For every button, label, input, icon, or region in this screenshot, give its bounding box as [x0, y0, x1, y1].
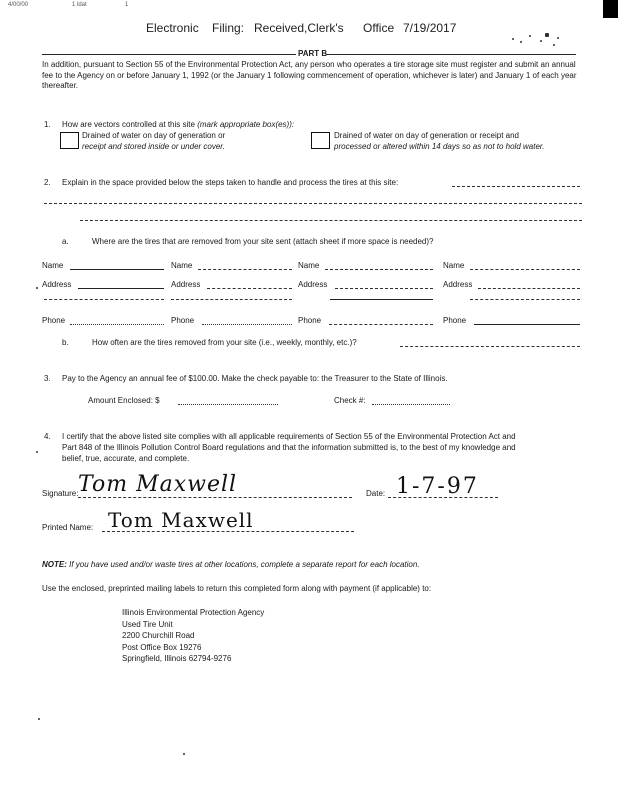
q2a-label: a. — [62, 237, 69, 246]
dest1-name-label: Name — [42, 261, 64, 270]
part-title-rule-right — [326, 54, 576, 55]
q1-option-a-line1: Drained of water on day of generation or — [82, 131, 226, 140]
date-value: 1-7-97 — [396, 474, 479, 499]
q4-line1: I certify that the above listed site complies with all applicable requirements of Section 55 of the Environmental Protection Act and — [62, 432, 516, 441]
dest3-address-field[interactable] — [335, 288, 433, 289]
dest2-address-label: Address — [171, 280, 201, 289]
q2-answer-line-3[interactable] — [80, 220, 582, 221]
address-line: Post Office Box 19276 — [122, 642, 202, 652]
dest2-phone-label: Phone — [171, 316, 195, 325]
note-label: NOTE: — [42, 560, 67, 569]
q1-number: 1. — [44, 120, 51, 129]
header-electronic: Electronic — [146, 21, 199, 35]
dest2-name-label: Name — [171, 261, 193, 270]
q4-line2: Part 848 of the Illinois Pollution Control Board regulations and that the information submitted is, to the best of my knowledge and — [62, 443, 516, 452]
dest2-phone-field[interactable] — [202, 324, 292, 325]
date-label: Date: — [366, 489, 386, 498]
q1-question-text: How are vectors controlled at this site — [62, 120, 195, 129]
q1-option-b-line1: Drained of water on day of generation or receipt and — [334, 131, 520, 140]
part-title-rule-left — [42, 54, 296, 55]
q2a-question: Where are the tires that are removed from your site sent (attach sheet if more space is needed)? — [92, 237, 434, 246]
header-office: Office — [363, 21, 395, 35]
dest2-address-field-2[interactable] — [171, 299, 292, 300]
signature-value: Tom Maxwell — [78, 472, 238, 497]
return-instruction: Use the enclosed, preprinted mailing labels to return this completed form along with payment (if applicable) to: — [42, 584, 432, 593]
q2-number: 2. — [44, 178, 51, 187]
note — [42, 560, 420, 570]
signature-label: Signature: — [42, 489, 79, 498]
dest4-name-label: Name — [443, 261, 465, 270]
printed-name-value: Tom Maxwell — [108, 508, 254, 532]
q3-number: 3. — [44, 374, 51, 383]
signature-field[interactable] — [78, 497, 352, 498]
dest4-phone-field[interactable] — [474, 324, 580, 325]
note-text: If you have used and/or waste tires at other locations, complete a separate report for each location. — [69, 560, 420, 569]
q3-amount-field[interactable] — [178, 404, 278, 405]
dest1-address-field-2[interactable] — [44, 299, 164, 300]
q2b-answer-field[interactable] — [400, 346, 580, 347]
address-line: 2200 Churchill Road — [122, 631, 195, 640]
q3-check-label: Check #: — [334, 396, 366, 405]
part-title: PART B — [298, 49, 328, 58]
dest3-phone-label: Phone — [298, 316, 322, 325]
printed-name-field[interactable] — [102, 531, 354, 532]
q1-option-a-checkbox[interactable] — [60, 132, 79, 149]
header-date: 7/19/2017 — [403, 21, 457, 35]
q4-number: 4. — [44, 432, 51, 441]
dest4-address-field-2[interactable] — [470, 299, 580, 300]
q2-answer-line-1[interactable] — [452, 186, 580, 187]
q2-question: Explain in the space provided below the steps taken to handle and process the tires at this site: — [62, 178, 399, 187]
dest1-address-field[interactable] — [78, 288, 164, 289]
q3-check-field[interactable] — [372, 404, 450, 405]
q2b-label: b. — [62, 338, 69, 347]
q3-text: Pay to the Agency an annual fee of $100.00. Make the check payable to: the Treasurer to the State of Illinois. — [62, 374, 448, 383]
dest4-name-field[interactable] — [470, 269, 580, 270]
q1-option-a-line2: receipt and stored inside or under cover. — [82, 142, 225, 151]
address-line: Illinois Environmental Protection Agency — [122, 608, 265, 617]
dest4-address-field[interactable] — [478, 288, 580, 289]
dest1-name-field[interactable] — [70, 269, 164, 270]
q4-line3: belief, true, accurate, and complete. — [62, 454, 190, 463]
printed-name-label: Printed Name: — [42, 523, 94, 532]
dest4-address-label: Address — [443, 280, 473, 289]
dest3-phone-field[interactable] — [329, 324, 433, 325]
scan-mark-mid: 1 ldat — [72, 2, 87, 8]
mailing-address — [122, 607, 264, 665]
address-line: Used Tire Unit — [122, 619, 173, 629]
header-filing: Filing: — [212, 21, 245, 35]
address-line: Springfield, Illinois 62794-9276 — [122, 654, 232, 663]
dest3-address-label: Address — [298, 280, 328, 289]
dest3-name-label: Name — [298, 261, 320, 270]
dest2-name-field[interactable] — [198, 269, 292, 270]
q1-option-b-checkbox[interactable] — [311, 132, 330, 149]
q1-question — [62, 120, 294, 130]
dest3-name-field[interactable] — [325, 269, 433, 270]
q1-question-note: (mark appropriate box(es)): — [197, 120, 295, 129]
dest1-phone-label: Phone — [42, 316, 66, 325]
dest2-address-field[interactable] — [207, 288, 292, 289]
dest1-phone-field[interactable] — [70, 324, 164, 325]
q2b-question: How often are the tires removed from your site (i.e., weekly, monthly, etc.)? — [92, 338, 357, 347]
scan-edge-mark — [603, 0, 618, 18]
intro-paragraph: In addition, pursuant to Section 55 of the Environmental Protection Act, any person who operates a tire storage site must register and submit an annual fee to the Agency on or before January 1, 1992 (or the January 1 following commencement of operation, whichever is later) and January 1 of each year thereafter. — [42, 60, 577, 90]
date-field[interactable] — [388, 497, 498, 498]
dest3-address-field-2[interactable] — [330, 299, 433, 300]
scan-mark-right: 1 — [125, 2, 129, 8]
dest4-phone-label: Phone — [443, 316, 467, 325]
q2-answer-line-2[interactable] — [44, 203, 582, 204]
header-received: Received,Clerk's — [254, 21, 344, 35]
dest1-address-label: Address — [42, 280, 72, 289]
q3-amount-label: Amount Enclosed: $ — [88, 396, 160, 405]
q1-option-b-line2: processed or altered within 14 days so as not to hold water. — [334, 142, 545, 151]
scan-mark-left: 4/00/00 — [8, 2, 29, 8]
